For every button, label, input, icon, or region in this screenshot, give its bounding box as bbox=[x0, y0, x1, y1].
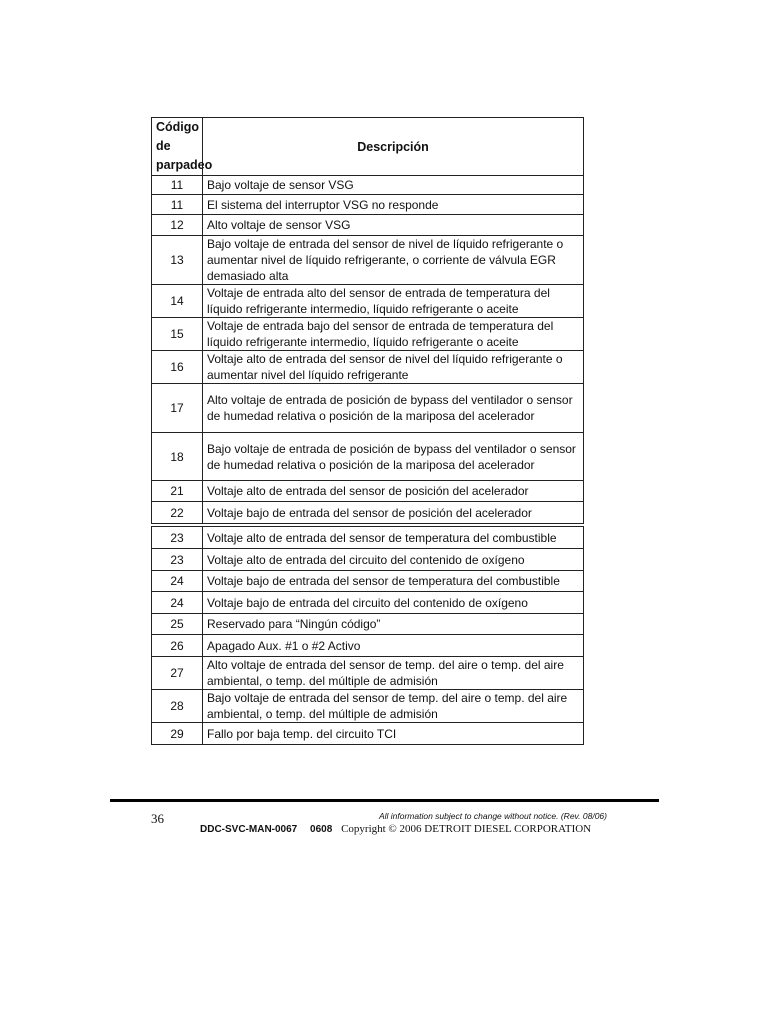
row-description: Voltaje alto de entrada del sensor de temperatura del combustible bbox=[203, 527, 584, 549]
row-code: 11 bbox=[152, 176, 203, 195]
row-code: 16 bbox=[152, 351, 203, 384]
table-row bbox=[152, 433, 584, 481]
table-row bbox=[152, 318, 584, 351]
row-description: Voltaje alto de entrada del sensor de posición del acelerador bbox=[203, 481, 584, 502]
table-row bbox=[152, 285, 584, 318]
table-row bbox=[152, 502, 584, 524]
row-code: 17 bbox=[152, 384, 203, 433]
row-code: 22 bbox=[152, 502, 203, 524]
table-row bbox=[152, 384, 584, 433]
footer-rule bbox=[110, 799, 659, 802]
row-description: Voltaje alto de entrada del sensor de nivel del líquido refrigerante o aumentar nivel del líquido refrigerante bbox=[203, 351, 584, 384]
table-row bbox=[152, 657, 584, 690]
table-row bbox=[152, 527, 584, 549]
table-header-row bbox=[152, 118, 584, 176]
row-code: 13 bbox=[152, 236, 203, 285]
table-row bbox=[152, 176, 584, 195]
row-code: 11 bbox=[152, 195, 203, 215]
header-code: Código de parpadeo bbox=[152, 118, 203, 176]
row-description: Voltaje bajo de entrada del sensor de temperatura del combustible bbox=[203, 571, 584, 592]
row-description: Voltaje bajo de entrada del sensor de posición del acelerador bbox=[203, 502, 584, 524]
table-row bbox=[152, 690, 584, 723]
page-number: 36 bbox=[151, 811, 164, 826]
table-row bbox=[152, 571, 584, 592]
row-description: Alto voltaje de sensor VSG bbox=[203, 215, 584, 236]
row-code: 18 bbox=[152, 433, 203, 481]
table-row bbox=[152, 236, 584, 285]
copyright: Copyright © 2006 DETROIT DIESEL CORPORATION bbox=[341, 823, 592, 835]
row-description: Bajo voltaje de entrada del sensor de temp. del aire o temp. del aire ambiental, o temp. del múltiple de admisión bbox=[203, 690, 584, 723]
row-code: 21 bbox=[152, 481, 203, 502]
doc-code: 0608 bbox=[310, 824, 333, 835]
row-description: Bajo voltaje de entrada de posición de bypass del ventilador o sensor de humedad relativa o posición de la mariposa del acelerador bbox=[203, 433, 584, 481]
row-description: Bajo voltaje de entrada del sensor de nivel de líquido refrigerante o aumentar nivel de líquido refrigerante, o corriente de válvula EGR demasiado alta bbox=[203, 236, 584, 285]
blink-code-table-top bbox=[151, 117, 584, 524]
row-code: 28 bbox=[152, 690, 203, 723]
row-description: Reservado para “Ningún código” bbox=[203, 614, 584, 635]
row-description: Fallo por baja temp. del circuito TCI bbox=[203, 723, 584, 745]
row-code: 26 bbox=[152, 635, 203, 657]
doc-id: DDC-SVC-MAN-0067 bbox=[200, 824, 298, 835]
row-description: Voltaje de entrada alto del sensor de entrada de temperatura del líquido refrigerante intermedio, líquido refrigerante o aceite bbox=[203, 285, 584, 318]
table-row bbox=[152, 549, 584, 571]
table-row bbox=[152, 614, 584, 635]
table-top-clip bbox=[151, 117, 585, 520]
row-code: 29 bbox=[152, 723, 203, 745]
row-code: 25 bbox=[152, 614, 203, 635]
change-notice: All information subject to change without notice. (Rev. 08/06) bbox=[378, 811, 607, 821]
row-code: 14 bbox=[152, 285, 203, 318]
row-description: El sistema del interruptor VSG no responde bbox=[203, 195, 584, 215]
table-row bbox=[152, 592, 584, 614]
row-code: 24 bbox=[152, 571, 203, 592]
row-description: Voltaje alto de entrada del circuito del contenido de oxígeno bbox=[203, 549, 584, 571]
blink-code-table-bottom bbox=[151, 526, 584, 745]
row-description: Voltaje de entrada bajo del sensor de entrada de temperatura del líquido refrigerante intermedio, líquido refrigerante o aceite bbox=[203, 318, 584, 351]
row-code: 24 bbox=[152, 592, 203, 614]
row-description: Alto voltaje de entrada de posición de bypass del ventilador o sensor de humedad relativa o posición de la mariposa del acelerador bbox=[203, 384, 584, 433]
header-description: Descripción bbox=[203, 118, 584, 176]
row-code: 23 bbox=[152, 527, 203, 549]
row-code: 27 bbox=[152, 657, 203, 690]
table-row bbox=[152, 723, 584, 745]
row-description: Alto voltaje de entrada del sensor de temp. del aire o temp. del aire ambiental, o temp. del múltiple de admisión bbox=[203, 657, 584, 690]
row-code: 12 bbox=[152, 215, 203, 236]
footer-doc-line bbox=[200, 823, 591, 835]
row-description: Bajo voltaje de sensor VSG bbox=[203, 176, 584, 195]
row-description: Voltaje bajo de entrada del circuito del contenido de oxígeno bbox=[203, 592, 584, 614]
table-row bbox=[152, 195, 584, 215]
table-row bbox=[152, 481, 584, 502]
row-code: 15 bbox=[152, 318, 203, 351]
row-description: Apagado Aux. #1 o #2 Activo bbox=[203, 635, 584, 657]
table-row bbox=[152, 215, 584, 236]
table-row bbox=[152, 635, 584, 657]
row-code: 23 bbox=[152, 549, 203, 571]
table-row bbox=[152, 351, 584, 384]
